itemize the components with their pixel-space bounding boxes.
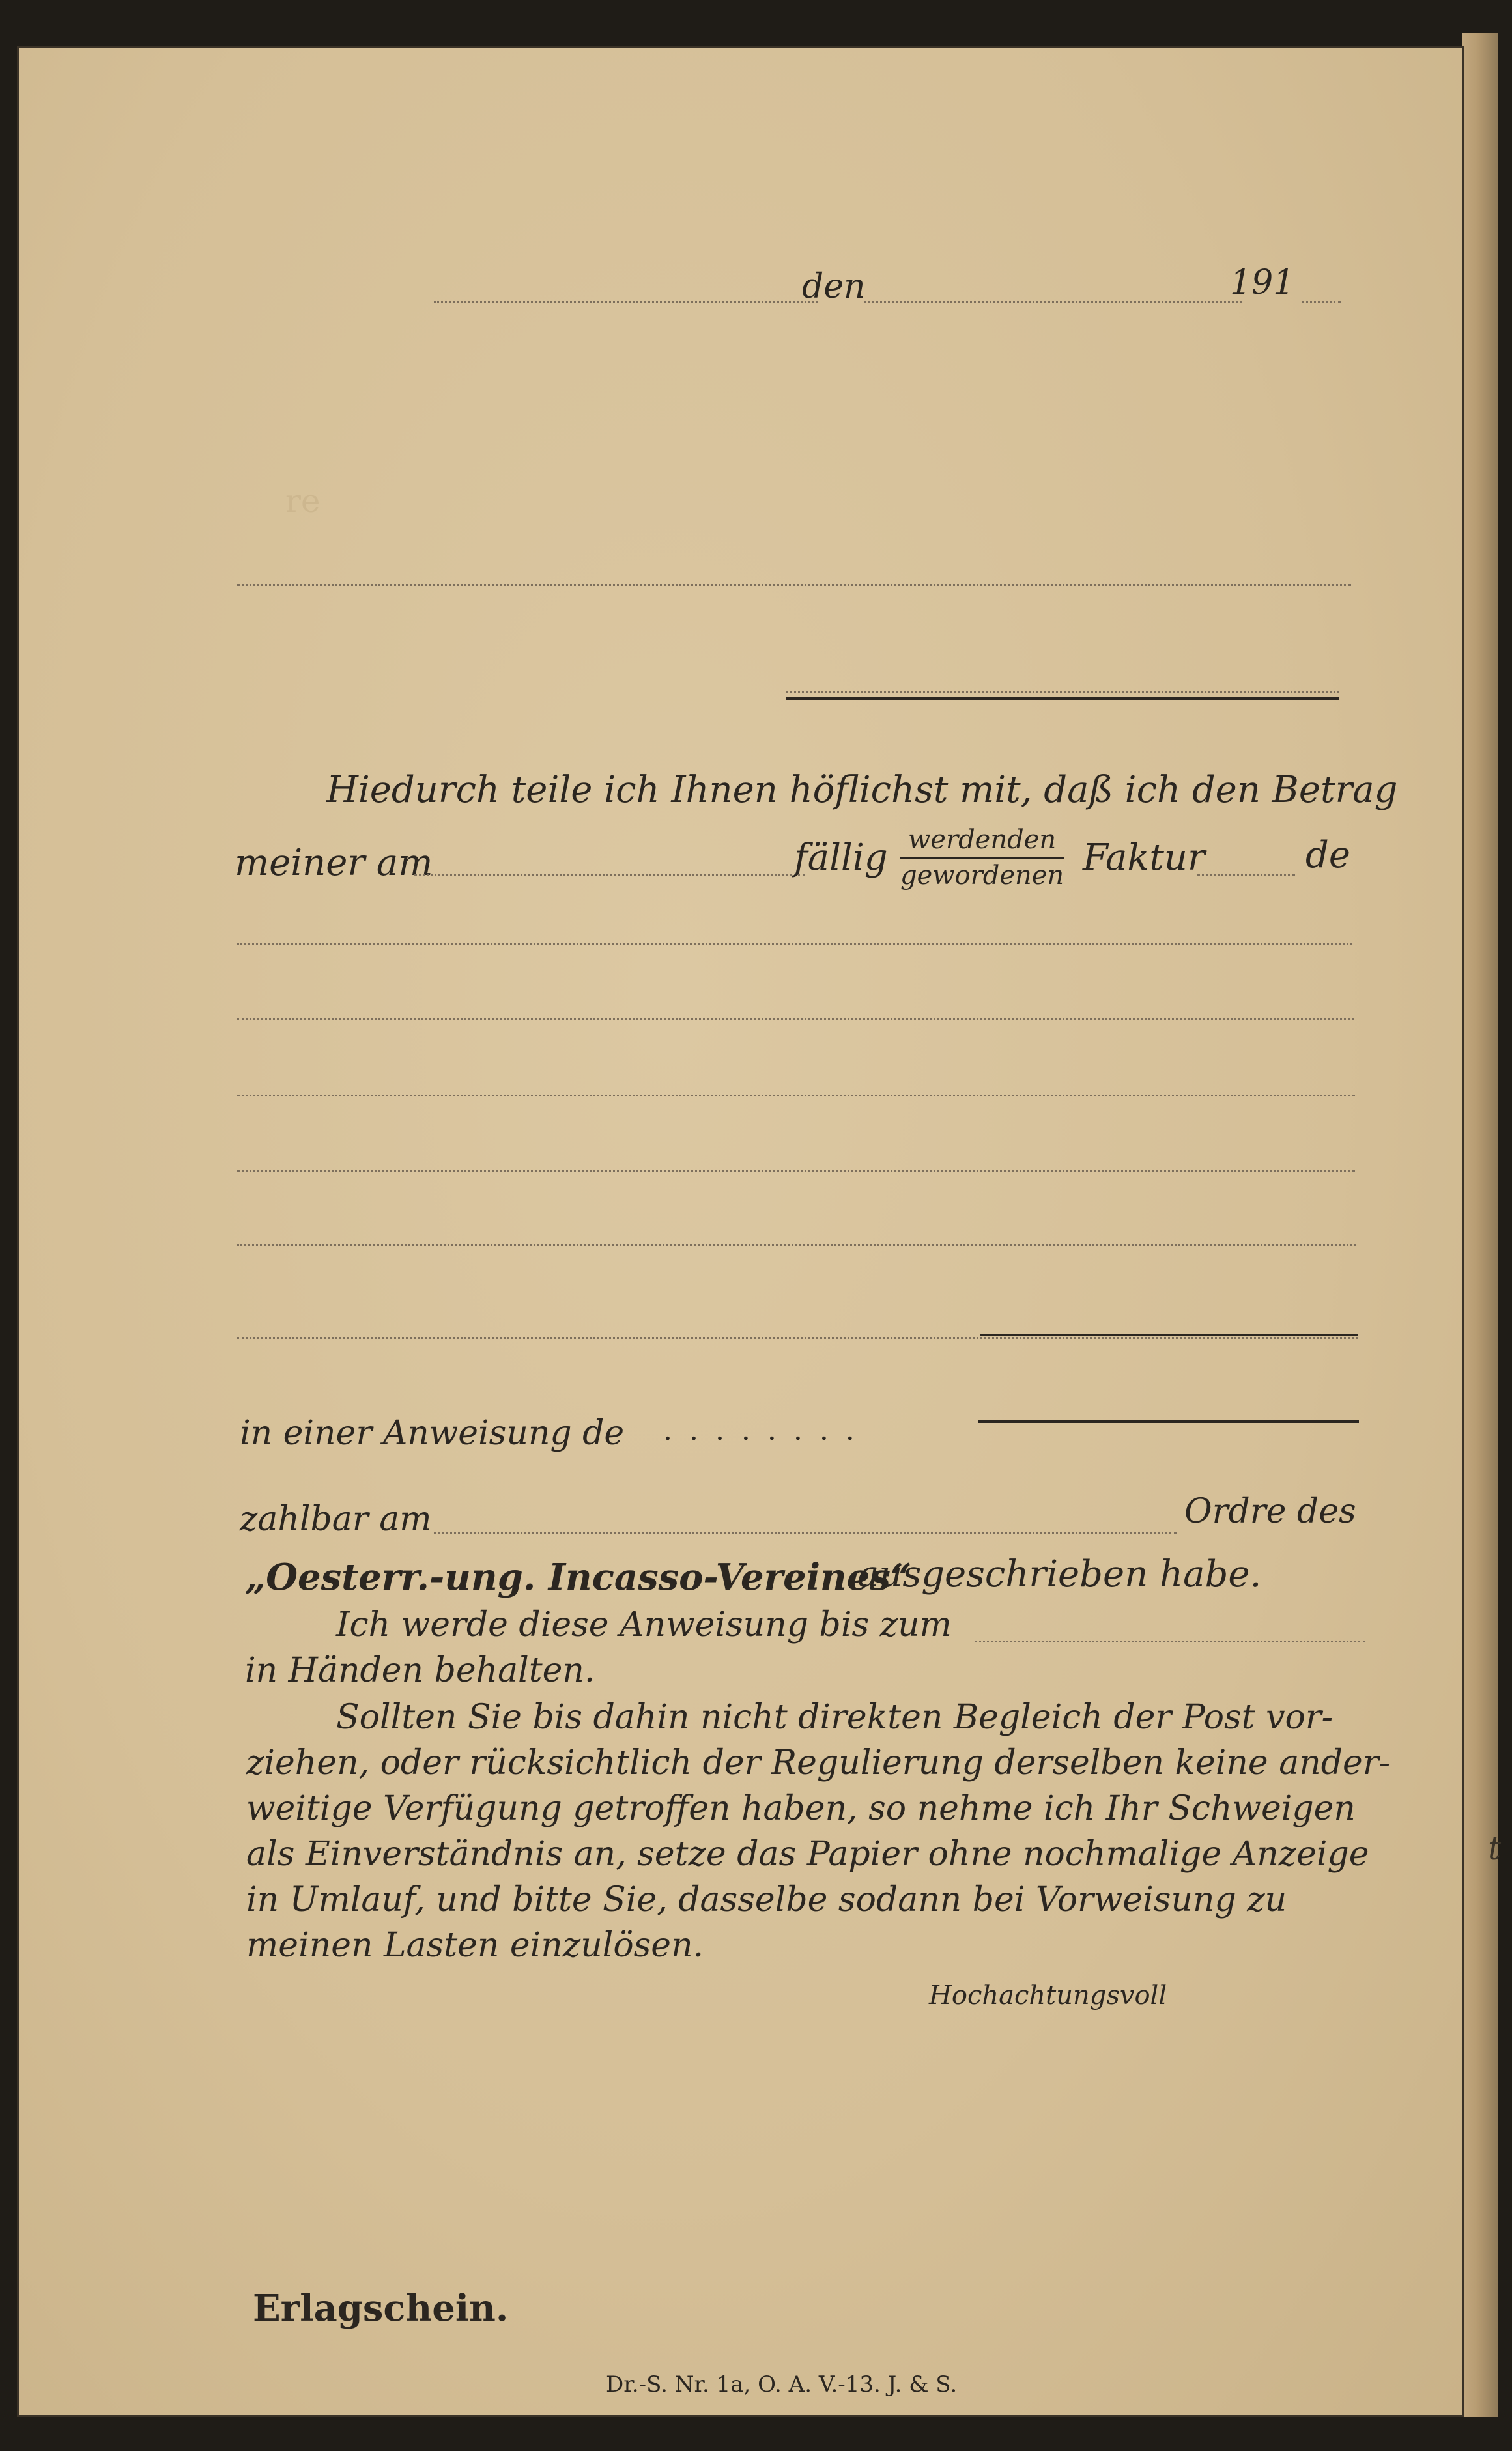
blank-line-5 <box>237 1244 1356 1246</box>
faint-stamp-mark: re <box>285 482 321 520</box>
ausgeschrieben-label: ausgeschrieben habe. <box>857 1553 1262 1596</box>
zahlbar-field-line <box>434 1532 1177 1534</box>
werdenden-label: werdenden <box>900 825 1064 859</box>
year-label: 191 <box>1230 263 1295 302</box>
paragraph-line-1: Sollten Sie bis dahin nicht direkten Begleich der Post vor- <box>336 1698 1334 1737</box>
ordre-des-label: Ordre des <box>1184 1492 1356 1531</box>
blank-line-2 <box>237 1018 1354 1020</box>
paragraph-line-2: ziehen, oder rücksichtlich der Regulierung derselben keine ander- <box>246 1743 1391 1783</box>
form-page <box>17 46 1464 2417</box>
anweisung-label: in einer Anweisung de <box>240 1414 625 1453</box>
paragraph-line-3: weitige Verfügung getroffen haben, so nehme ich Ihr Schweigen <box>246 1789 1356 1828</box>
due-date-field-line <box>414 874 805 876</box>
bis-zum-label: Ich werde diese Anweisung bis zum <box>336 1605 952 1644</box>
paragraph-line-4: als Einverständnis an, setze das Papier ohne nochmalige Anzeige <box>246 1835 1369 1874</box>
faktur-label: Faktur <box>1083 837 1205 879</box>
zahlbar-am-label: zahlbar am <box>240 1500 432 1539</box>
blank-line-1 <box>237 943 1352 945</box>
anweisung-dots: . . . . . . . . <box>663 1414 859 1447</box>
year-field-line <box>1302 301 1341 303</box>
anweisung-amount-line <box>978 1420 1359 1423</box>
faellig-label: fällig <box>794 837 888 879</box>
blank-line-4 <box>237 1170 1355 1172</box>
paragraph-line-6: meinen Lasten einzulösen. <box>246 1926 704 1965</box>
address-underline <box>786 697 1339 700</box>
bis-zum-field-line <box>975 1641 1365 1642</box>
meiner-am-label: meiner am <box>235 842 433 884</box>
de-label-1: de <box>1305 834 1350 876</box>
margin-pencil-mark: t <box>1488 1829 1502 1867</box>
verein-name: „Oesterr.-ung. Incasso-Vereines“ <box>245 1556 912 1599</box>
book-spine <box>1462 33 1498 2417</box>
place-field-line <box>434 301 818 303</box>
faktur-field-line <box>1197 874 1295 876</box>
address-line-1 <box>237 584 1351 586</box>
address-line-2 <box>786 691 1339 693</box>
werdenden-gewordenen-fraction <box>900 825 1064 891</box>
blank-line-6 <box>237 1337 1358 1339</box>
blank-line-6-underline <box>980 1334 1358 1336</box>
gewordenen-label: gewordenen <box>900 861 1064 891</box>
erlagschein-title: Erlagschein. <box>253 2287 509 2330</box>
closing-label: Hochachtungsvoll <box>929 1981 1167 2011</box>
date-field-line <box>864 301 1242 303</box>
printer-imprint: Dr.-S. Nr. 1a, O. A. V.-13. J. & S. <box>606 2372 958 2398</box>
blank-line-3 <box>237 1095 1355 1096</box>
den-label: den <box>802 267 866 306</box>
haenden-label: in Händen behalten. <box>245 1651 595 1690</box>
paragraph-line-5: in Umlauf, und bitte Sie, dasselbe sodann bei Vorweisung zu <box>246 1880 1287 1919</box>
body-line-1: Hiedurch teile ich Ihnen höflichst mit, daß ich den Betrag <box>326 769 1398 811</box>
